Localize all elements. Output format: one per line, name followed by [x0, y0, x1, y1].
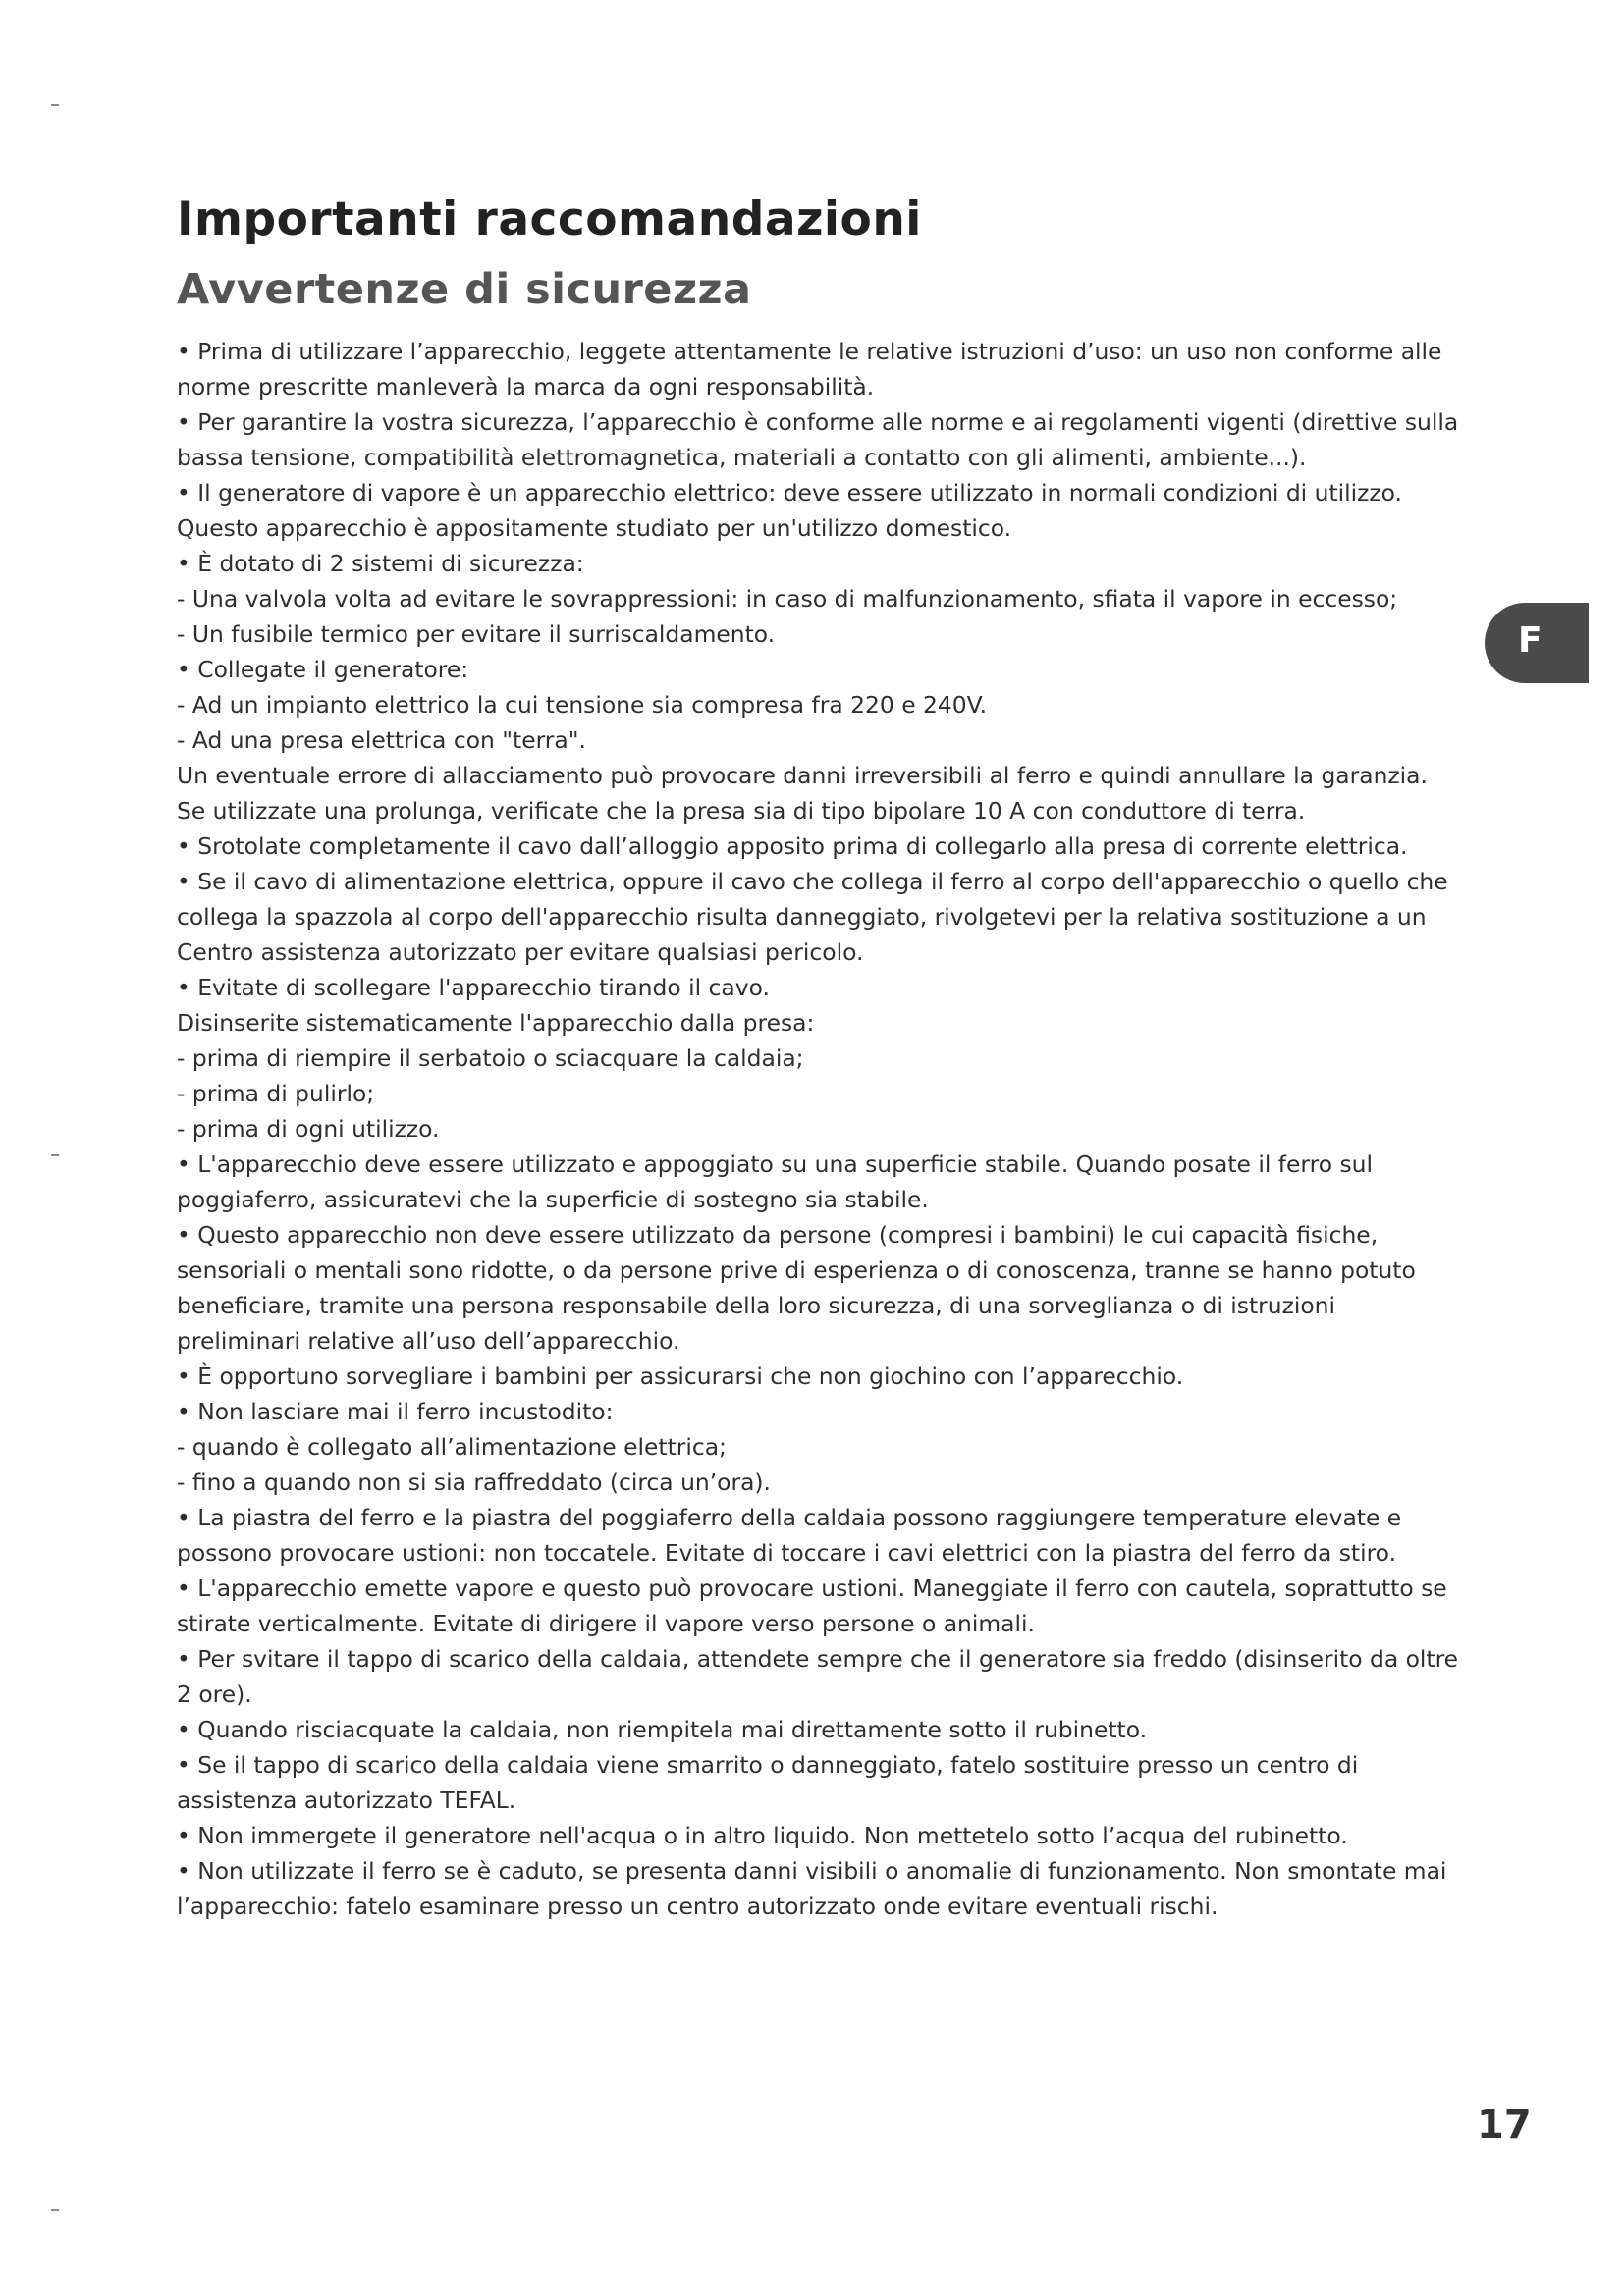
text-line: - prima di pulirlo; — [177, 1080, 375, 1107]
scan-mark-top — [51, 104, 59, 106]
text-line: - prima di riempire il serbatoio o sciacquare la caldaia; — [177, 1044, 804, 1072]
text-line: • Prima di utilizzare l’apparecchio, leggete attentamente le relative istruzioni d’uso: un uso non conforme alle — [177, 338, 1442, 365]
text-line: • Per svitare il tappo di scarico della caldaia, attendete sempre che il generatore sia freddo (disinserito da oltre — [177, 1645, 1459, 1673]
text-line: • Se il tappo di scarico della caldaia viene smarrito o danneggiato, fatelo sostituire presso un centro di — [177, 1751, 1359, 1779]
text-line: - Ad un impianto elettrico la cui tensione sia compresa fra 220 e 240V. — [177, 691, 988, 719]
text-line: • È opportuno sorvegliare i bambini per assicurarsi che non giochino con l’apparecchio. — [177, 1362, 1184, 1390]
text-line: • Evitate di scollegare l'apparecchio tirando il cavo. — [177, 974, 770, 1001]
text-line: 2 ore). — [177, 1681, 252, 1708]
section-subtitle: Avvertenze di sicurezza — [177, 265, 752, 314]
text-line: norme prescritte manleverà la marca da ogni responsabilità. — [177, 373, 875, 400]
scan-mark-middle — [51, 1154, 59, 1156]
text-line: stirate verticalmente. Evitate di dirigere il vapore verso persone o animali. — [177, 1610, 1035, 1637]
text-line: • Quando risciacquate la caldaia, non riempitela mai direttamente sotto il rubinetto. — [177, 1716, 1148, 1743]
text-line: possono provocare ustioni: non toccatele. Evitate di toccare i cavi elettrici con la piastra del ferro da stiro. — [177, 1539, 1397, 1567]
language-tab-letter: F — [1518, 620, 1543, 661]
text-line: • Srotolate completamente il cavo dall’alloggio apposito prima di collegarlo alla presa di corrente elettrica. — [177, 832, 1408, 860]
text-line: Disinserite sistematicamente l'apparecchio dalla presa: — [177, 1009, 815, 1037]
text-line: - Un fusibile termico per evitare il surriscaldamento. — [177, 620, 776, 648]
text-line: • È dotato di 2 sistemi di sicurezza: — [177, 550, 584, 577]
text-line: Centro assistenza autorizzato per evitare qualsiasi pericolo. — [177, 938, 864, 966]
text-line: - Ad una presa elettrica con "terra". — [177, 726, 586, 754]
text-line: Un eventuale errore di allacciamento può provocare danni irreversibili al ferro e quindi annullare la garanzia. — [177, 762, 1428, 789]
text-line: sensoriali o mentali sono ridotte, o da persone prive di esperienza o di conoscenza, tranne se hanno potuto — [177, 1256, 1416, 1284]
text-line: collega la spazzola al corpo dell'apparecchio risulta danneggiato, rivolgetevi per la relativa sostituzione a un — [177, 903, 1427, 931]
text-line: l’apparecchio: fatelo esaminare presso un centro autorizzato onde evitare eventuali rischi. — [177, 1893, 1218, 1920]
text-line: - quando è collegato all’alimentazione elettrica; — [177, 1433, 727, 1461]
page-title: Importanti raccomandazioni — [177, 192, 922, 246]
safety-instructions-body — [177, 334, 1571, 1924]
text-line: • L'apparecchio deve essere utilizzato e appoggiato su una superficie stabile. Quando posate il ferro sul — [177, 1150, 1373, 1178]
text-line: Se utilizzate una prolunga, verificate che la presa sia di tipo bipolare 10 A con conduttore di terra. — [177, 797, 1306, 825]
text-line: • Collegate il generatore: — [177, 656, 469, 683]
text-line: • Il generatore di vapore è un apparecchio elettrico: deve essere utilizzato in normali condizioni di utilizzo. — [177, 479, 1402, 507]
text-line: • La piastra del ferro e la piastra del poggiaferro della caldaia possono raggiungere temperature elevate e — [177, 1504, 1402, 1531]
text-line: - fino a quando non si sia raffreddato (circa un’ora). — [177, 1468, 771, 1496]
text-line: • Non immergete il generatore nell'acqua o in altro liquido. Non mettetelo sotto l’acqua del rubinetto. — [177, 1822, 1348, 1849]
scan-mark-bottom — [51, 2209, 59, 2211]
text-line: • Non lasciare mai il ferro incustodito: — [177, 1398, 614, 1425]
text-line: Questo apparecchio è appositamente studiato per un'utilizzo domestico. — [177, 514, 1012, 542]
text-line: • Per garantire la vostra sicurezza, l’apparecchio è conforme alle norme e ai regolamenti vigenti (direttive sulla — [177, 408, 1459, 436]
text-line: • L'apparecchio emette vapore e questo può provocare ustioni. Maneggiate il ferro con cautela, soprattutto se — [177, 1575, 1447, 1602]
text-line: beneficiare, tramite una persona responsabile della loro sicurezza, di una sorveglianza o di istruzioni — [177, 1292, 1335, 1319]
text-line: - prima di ogni utilizzo. — [177, 1115, 440, 1143]
text-line: bassa tensione, compatibilità elettromagnetica, materiali a contatto con gli alimenti, ambiente...). — [177, 444, 1307, 471]
text-line: poggiaferro, assicuratevi che la superficie di sostegno sia stabile. — [177, 1186, 929, 1213]
text-line: - Una valvola volta ad evitare le sovrappressioni: in caso di malfunzionamento, sfiata il vapore in eccesso; — [177, 585, 1398, 613]
page-number: 17 — [1477, 2103, 1532, 2148]
text-line: • Non utilizzate il ferro se è caduto, se presenta danni visibili o anomalie di funzionamento. Non smontate mai — [177, 1857, 1447, 1885]
text-line: • Questo apparecchio non deve essere utilizzato da persone (compresi i bambini) le cui capacità fisiche, — [177, 1221, 1379, 1249]
text-line: assistenza autorizzato TEFAL. — [177, 1787, 516, 1814]
text-line: • Se il cavo di alimentazione elettrica, oppure il cavo che collega il ferro al corpo dell'apparecchio o quello che — [177, 868, 1448, 895]
text-line: preliminari relative all’uso dell’apparecchio. — [177, 1327, 680, 1355]
